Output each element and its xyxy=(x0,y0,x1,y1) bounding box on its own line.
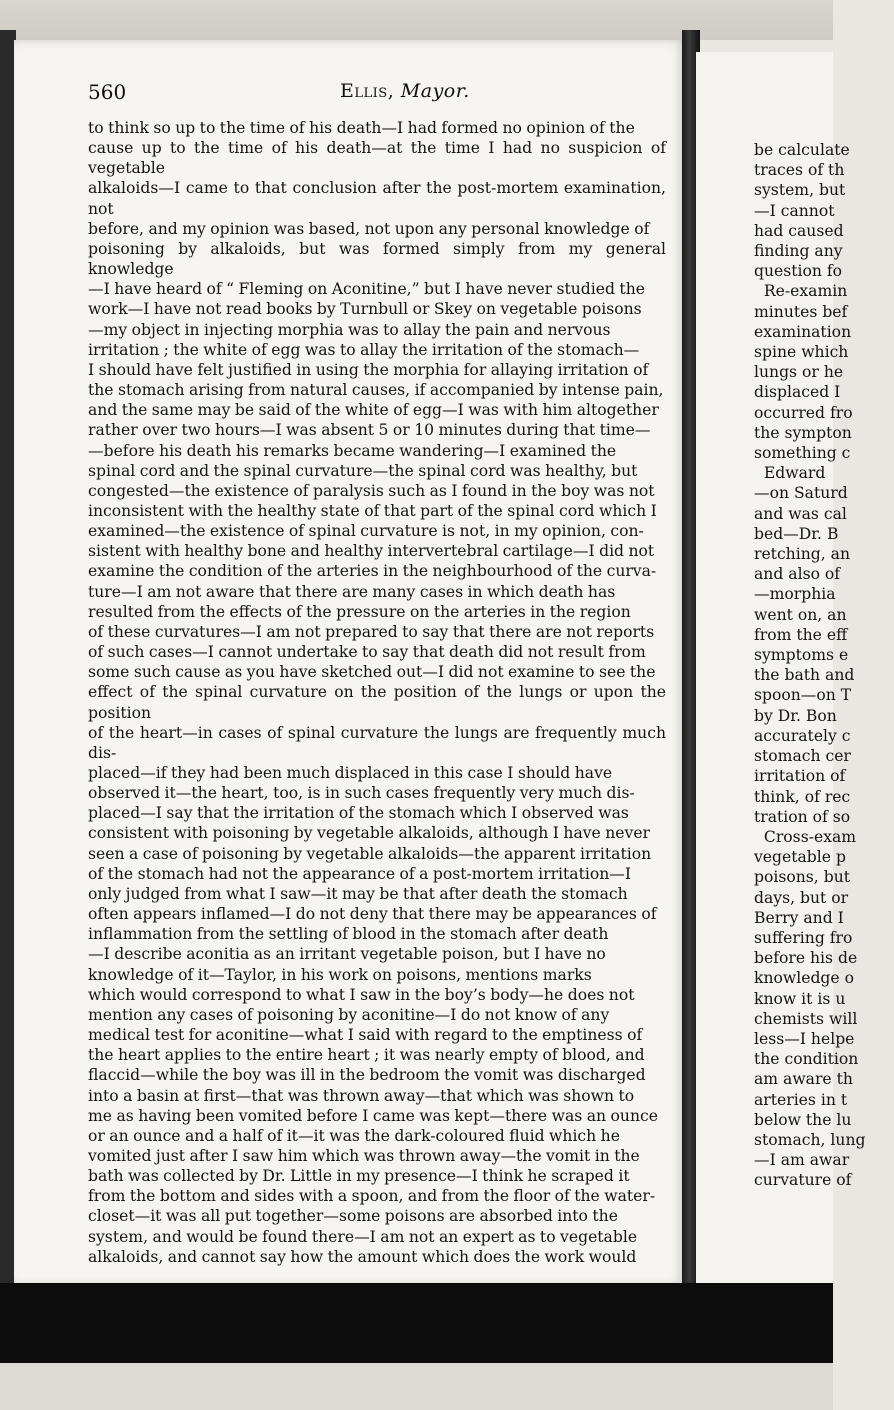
running-head xyxy=(88,80,668,106)
left-page-body-text: to think so up to the time of his death—I had formed no opinion of the cause up to the time of his death—at the time I had no suspicion of vegetable alkaloids—I came to that conclusion after the post-mortem examination, not before, and my opinion was based, not upon any personal knowledge of poisoning by alkaloids, but was formed simply from my general knowledge —I have heard of “ Fleming on Aconitine,” but I have never studied the work—I have not read books by Turnbull or Skey on vegetable poisons —my object in injecting morphia was to allay the pain and nervous irritation ; the white of egg was to allay the irritation of the stomach— I should have felt justified in using the morphia for allaying irritation of the stomach arising from natural causes, if accompanied by intense pain, and the same may be said of the white of egg—I was with him altogether rather over two hours—I was absent 5 or 10 minutes during that time— —before his death his remarks became wandering—I examined the spinal cord and the spinal curvature—the spinal cord was healthy, but congested—the existence of paralysis such as I found in the boy was not inconsistent with the healthy state of that part of the spinal cord which I examined—the existence of spinal curvature is not, in my opinion, con- sistent with healthy bone and healthy intervertebral cartilage—I did not examine the condition of the arteries in the neighbourhood of the curva- ture—I am not aware that there are many cases in which death has resulted from the effects of the pressure on the arteries in the region of these curvatures—I am not prepared to say that there are not reports of such cases—I cannot undertake to say that death did not result from some such cause as you have sketched out—I did not examine to see the effect of the spinal curvature on the position of the lungs or upon the position of the heart—in cases of spinal curvature the lungs are frequently much dis- placed—if they had been much displaced in this case I should have observed it—the heart, too, is in such cases frequently very much dis- placed—I say that the irritation of the stomach which I observed was consistent with poisoning by vegetable alkaloids, although I have never seen a case of poisoning by vegetable alkaloids—the apparent irritation of the stomach had not the appearance of a post-mortem irritation—I only judged from what I saw—it may be that after death the stomach often appears inflamed—I do not deny that there may be appearances of inflammation from the settling of blood in the stomach after death —I describe aconitia as an irritant vegetable poison, but I have no knowledge of it—Taylor, in his work on poisons, mentions marks which would correspond to what I saw in the boy’s body—he does not mention any cases of poisoning by aconitine—I do not know of any medical test for aconitine—what I said with regard to the emptiness of the heart applies to the entire heart ; it was nearly empty of blood, and flaccid—while the boy was ill in the bedroom the vomit was discharged into a basin at first—that was thrown away—that which was shown to me as having been vomited before I came was kept—there was an ounce or an ounce and a half of it—it was the dark-coloured fluid which he vomited just after I saw him which was thrown away—the vomit in the bath was collected by Dr. Little in my presence—I think he scraped it from the bottom and sides with a spoon, and from the floor of the water- closet—it was all put together—some poisons are absorbed into the system, and would be found there—I am not an expert as to vegetable alkaloids, and cannot say how the amount which does the work would xyxy=(88,119,666,1266)
header-title xyxy=(340,80,470,102)
right-page-text-column: be calculate traces of th system, but —I cannot had caused finding any question fo Re-examin minutes bef examination spine which lungs or he displaced I occurred fro the sympton something c Edward —on Saturd and was cal bed—Dr. B retching, an and also of —morphia went on, an from the eff symptoms e the bath and spoon—on T by Dr. Bon accurately c stomach cer irritation of think, of rec tration of so Cross-exam vegetable p poisons, but days, but or Berry and I suffering fro before his de knowledge o know it is u chemists will less—I helpe the condition am aware th arteries in t below the lu stomach, lung —I am awar curvature of xyxy=(754,141,866,1190)
scan-background-top xyxy=(0,0,833,40)
header-name: Ellis xyxy=(340,80,388,102)
scan-shadow-bottom xyxy=(0,1283,833,1363)
header-separator: , xyxy=(387,80,401,102)
page-number: 560 xyxy=(88,80,127,104)
right-page xyxy=(696,52,866,1287)
header-role: Mayor. xyxy=(400,80,470,102)
scan-background-bottom xyxy=(0,1363,833,1410)
